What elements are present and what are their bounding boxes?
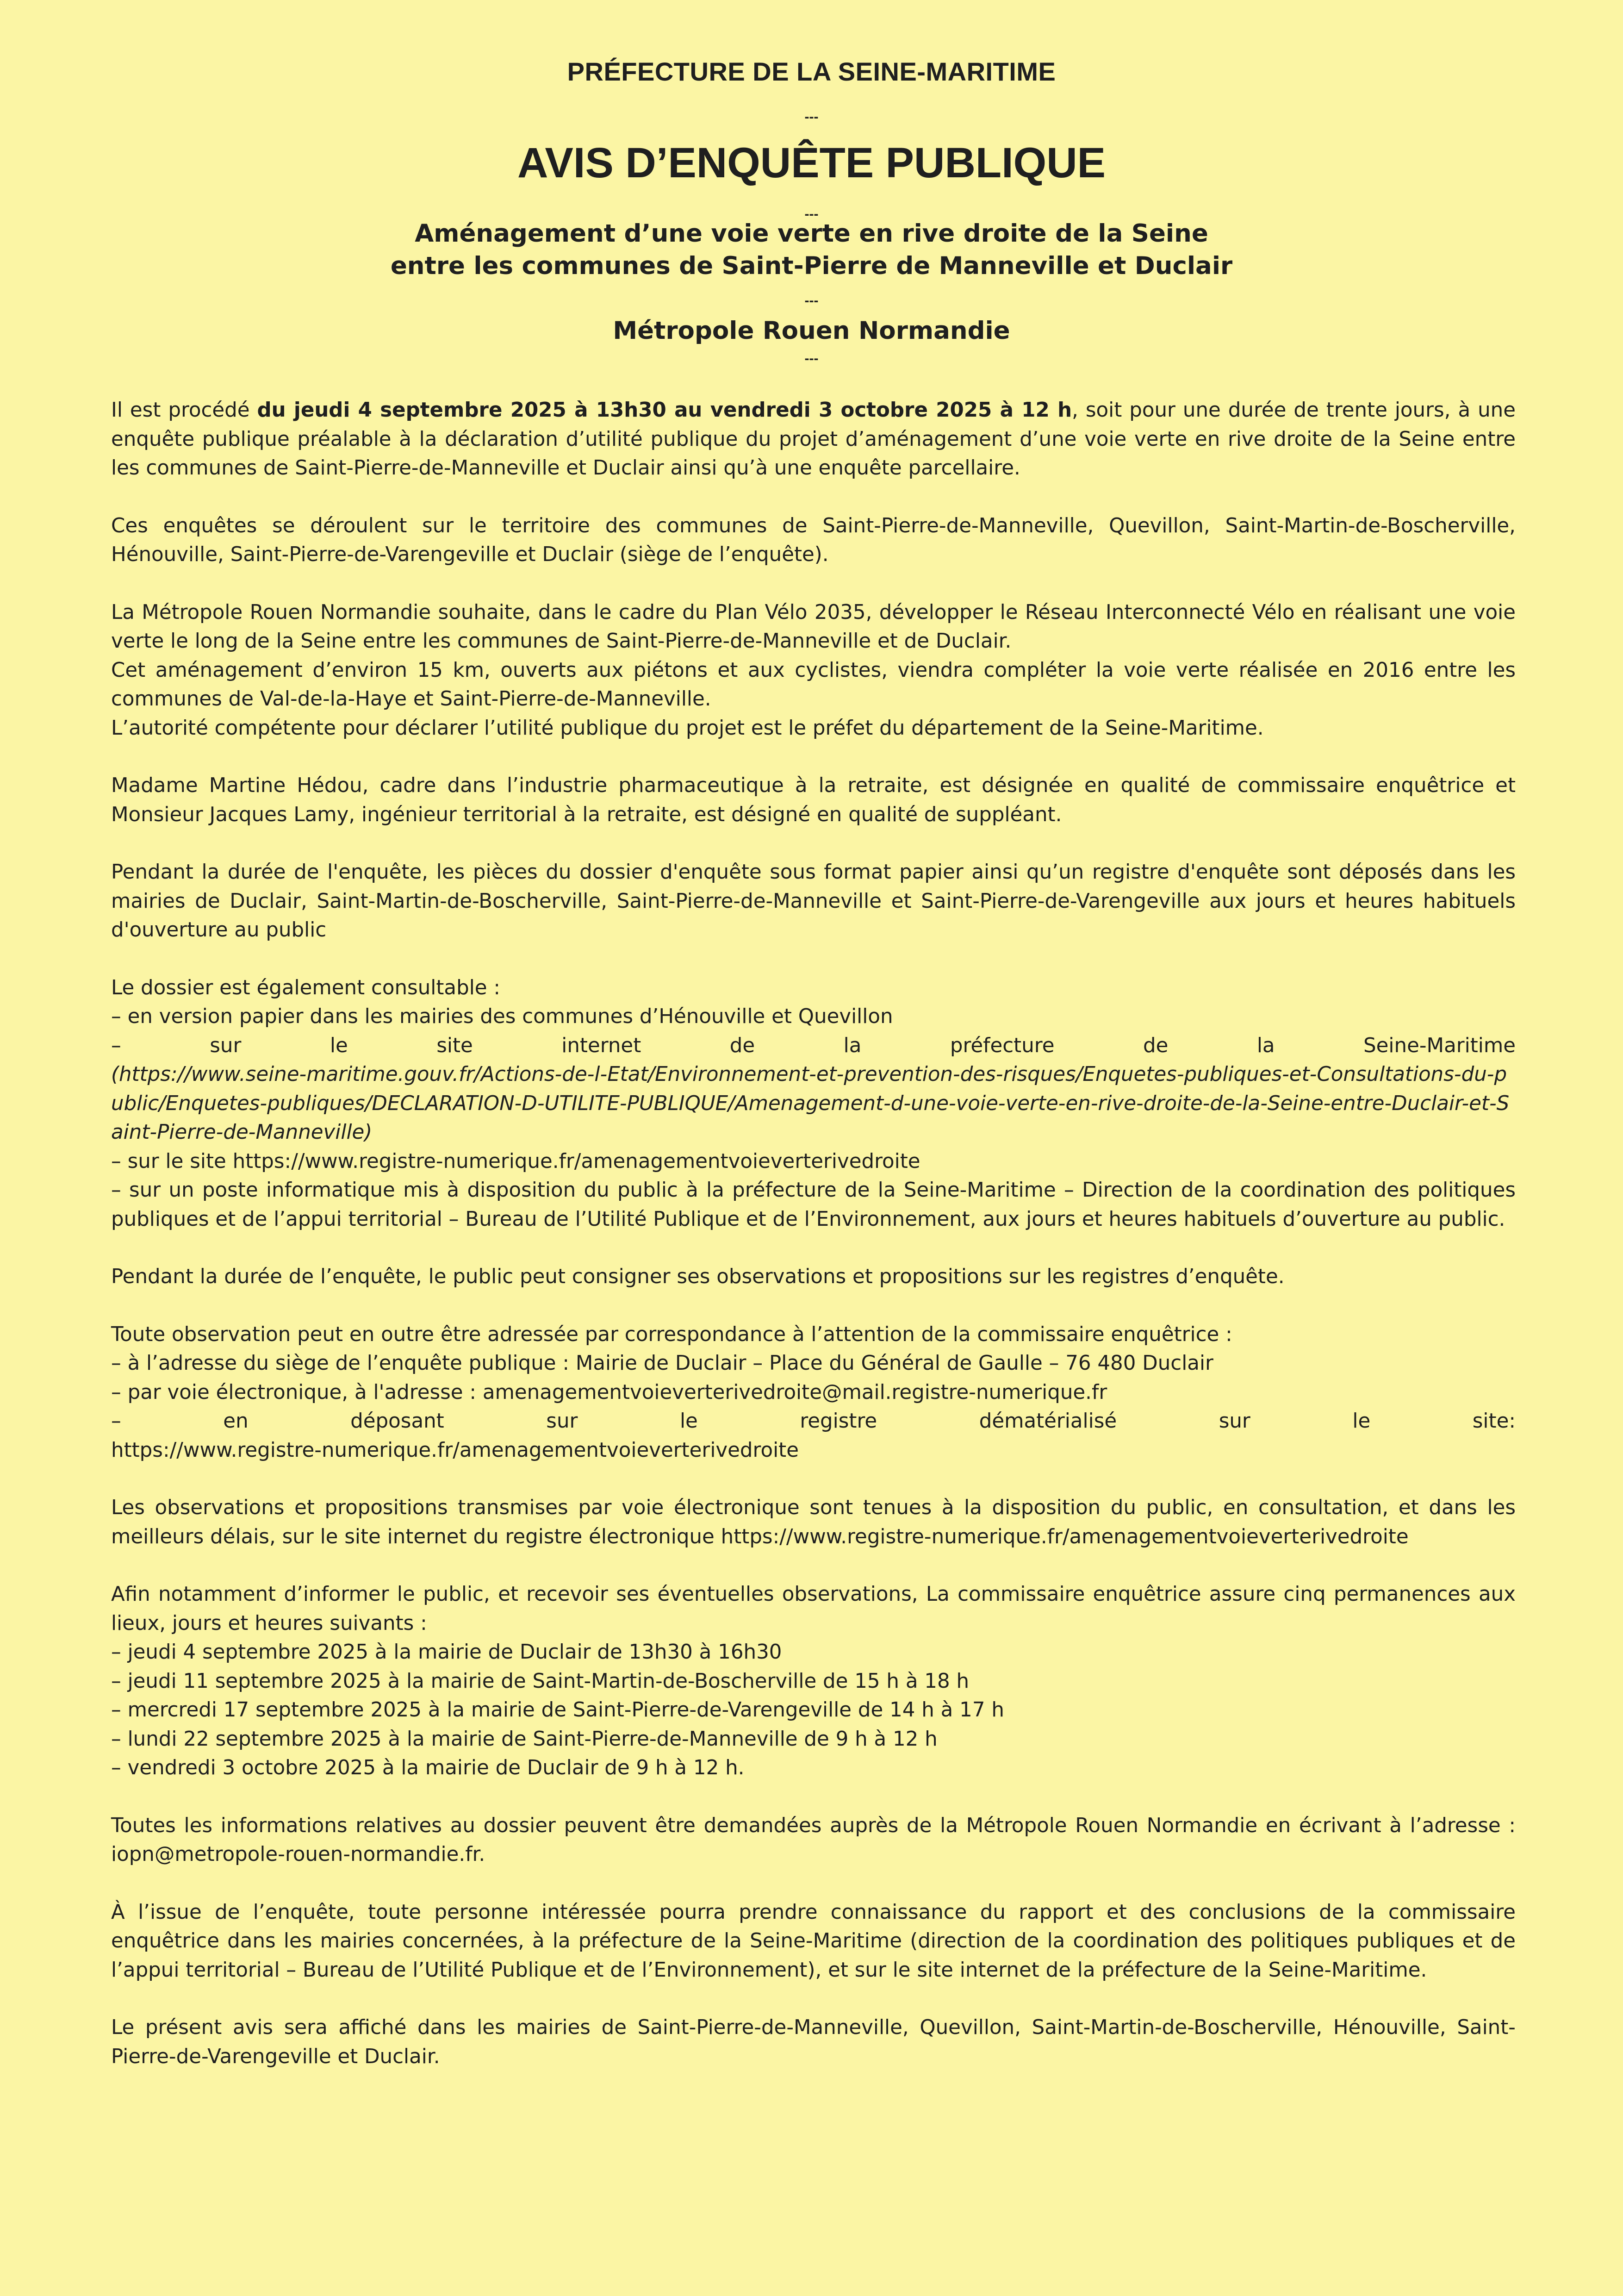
project-length: Cet aménagement d’environ 15 km, ouverts aux piétons et aux cyclistes, viendra compléter la voie verte réalisée en 2016 entre les communes de Val-de-la-Haye et Saint-Pierre-de-Manneville. <box>111 658 1516 711</box>
paragraph-commissioner: Madame Martine Hédou, cadre dans l’industrie pharmaceutique à la retraite, est désignée en qualité de commissaire enquêtrice et Monsieur Jacques Lamy, ingénieur territorial à la retraite, est désigné en qualité de suppléant. <box>111 774 1516 826</box>
paragraph-registers: Pendant la durée de l’enquête, le public peut consigner ses observations et propositions sur les registres d’enquête. <box>111 1265 1285 1288</box>
consultation-item-paper: – en version papier dans les mairies des communes d’Hénouville et Quevillon <box>111 1005 893 1028</box>
paragraph-dossier-deposit: Pendant la durée de l'enquête, les pièces du dossier d'enquête sous format papier ainsi qu’un registre d'enquête sont déposés dans les mairies de Duclair, Saint-Martin-de-Boscherville, Saint-Pierre-de-Manneville et Saint-Pierre-de-Varengeville aux jours et heures habituels d'ouverture au public <box>111 861 1516 942</box>
notice-title: AVIS D’ENQUÊTE PUBLIQUE <box>517 139 1106 187</box>
notice-body <box>111 396 1516 2071</box>
paragraph-permanences <box>111 1580 1516 1783</box>
competent-authority: L’autorité compétente pour déclarer l’utilité publique du projet est le préfet du département de la Seine-Maritime. <box>111 716 1264 740</box>
enquiry-period: du jeudi 4 septembre 2025 à 13h30 au vendredi 3 octobre 2025 à 12 h <box>257 399 1072 422</box>
permanence-item: – jeudi 4 septembre 2025 à la mairie de Duclair de 13h30 à 16h30 <box>111 1641 782 1664</box>
paragraph-correspondence <box>111 1320 1516 1465</box>
dates-description: , soit pour une durée de trente jours, à une enquête publique préalable à la déclaration d’utilité publique du projet d’aménagement d’une voie verte en rive droite de la Seine entre les communes de Saint-Pierre-de-Manneville et Duclair ainsi qu’à une enquête parcellaire. <box>111 399 1516 480</box>
correspondence-item-email: – par voie électronique, à l'adresse : amenagementvoieverterivedroite@mail.registre-numerique.fr <box>111 1380 1107 1404</box>
correspondence-intro: Toute observation peut en outre être adressée par correspondance à l’attention de la commissaire enquêtrice : <box>111 1323 1232 1346</box>
paragraph-electronic-observations: Les observations et propositions transmises par voie électronique sont tenues à la disposition du public, en consultation, et dans les meilleurs délais, sur le site internet du registre électronique https://www.registre-numerique.fr/amenagementvoieverterivedroite <box>111 1496 1516 1548</box>
project-subject-line2: entre les communes de Saint-Pierre de Manneville et Duclair <box>390 252 1233 280</box>
permanence-item: – lundi 22 septembre 2025 à la mairie de Saint-Pierre-de-Manneville de 9 h à 12 h <box>111 1727 938 1751</box>
separator: --- <box>804 293 819 308</box>
project-subject-line1: Aménagement d’une voie verte en rive droite de la Seine <box>415 219 1208 248</box>
correspondence-item-postal: – à l’adresse du siège de l’enquête publique : Mairie de Duclair – Place du Général de Gaulle – 76 480 Duclair <box>111 1352 1213 1375</box>
paragraph-information: Toutes les informations relatives au dossier peuvent être demandées auprès de la Métropole Rouen Normandie en écrivant à l’adresse : iopn@metropole-rouen-normandie.fr. <box>111 1814 1516 1866</box>
consultation-item-prefecture-site: – sur le site internet de la préfecture de la Seine-Maritime <box>111 1034 1516 1057</box>
separator: --- <box>804 206 819 222</box>
paragraph-dates <box>111 396 1516 483</box>
permanence-item: – jeudi 11 septembre 2025 à la mairie de Saint-Martin-de-Boscherville de 15 h à 18 h <box>111 1669 970 1693</box>
paragraph-communes: Ces enquêtes se déroulent sur le territoire des communes de Saint-Pierre-de-Manneville, Quevillon, Saint-Martin-de-Boscherville, Hénouville, Saint-Pierre-de-Varengeville et Duclair (siège de l’enquête). <box>111 514 1516 566</box>
prefecture-url-link[interactable]: (https://www.seine-maritime.gouv.fr/Actions-de-l-Etat/Environnement-et-prevention-des-risques/Enquetes-publiques-et-Consultations-du-public/Enquetes-publiques/DECLARATION-D-UTILITE-PUBLIQUE/Amenagement-d-une-voie-verte-en-rive-droite-de-la-Seine-entre-Duclair-et-Saint-Pierre-de-Manneville) <box>111 1063 1510 1144</box>
paragraph-display: Le présent avis sera affiché dans les mairies de Saint-Pierre-de-Manneville, Quevillon, Saint-Martin-de-Boscherville, Hénouville, Saint-Pierre-de-Varengeville et Duclair. <box>111 2016 1516 2068</box>
prefecture-heading: PRÉFECTURE DE LA SEINE-MARITIME <box>567 57 1056 86</box>
dates-intro: Il est procédé <box>111 399 257 422</box>
consultation-item-computer: – sur un poste informatique mis à disposition du public à la préfecture de la Seine-Maritime – Direction de la coordination des politiques publiques et de l’appui territorial – Bureau de l’Utilité Publique et de l’Environnement, aux jours et heures habituels d’ouverture au public. <box>111 1179 1516 1231</box>
correspondence-item-registre: – en déposant sur le registre dématérialisé sur le site: <box>111 1410 1516 1433</box>
separator: --- <box>804 109 819 125</box>
consultation-intro: Le dossier est également consultable : <box>111 976 501 999</box>
paragraph-consultation <box>111 973 1516 1234</box>
consultation-item-registre-site: – sur le site https://www.registre-numerique.fr/amenagementvoieverterivedroite <box>111 1149 920 1173</box>
authority-name: Métropole Rouen Normandie <box>613 317 1010 345</box>
registre-url-link[interactable]: https://www.registre-numerique.fr/amenagementvoieverterivedroite <box>111 1438 799 1462</box>
paragraph-project <box>111 598 1516 743</box>
separator: --- <box>804 351 819 366</box>
paragraph-report: À l’issue de l’enquête, toute personne intéressée pourra prendre connaissance du rapport et des conclusions de la commissaire enquêtrice dans les mairies concernées, à la préfecture de la Seine-Maritime (direction de la coordination des politiques publiques et de l’appui territorial – Bureau de l’Utilité Publique et de l’Environnement), et sur le site internet de la préfecture de la Seine-Maritime. <box>111 1900 1516 1982</box>
permanence-item: – mercredi 17 septembre 2025 à la mairie de Saint-Pierre-de-Varengeville de 14 h à 17 h <box>111 1698 1004 1722</box>
permanences-intro: Afin notamment d’informer le public, et recevoir ses éventuelles observations, La commissaire enquêtrice assure cinq permanences aux lieux, jours et heures suivants : <box>111 1583 1516 1635</box>
permanence-item: – vendredi 3 octobre 2025 à la mairie de Duclair de 9 h à 12 h. <box>111 1756 745 1779</box>
project-description: La Métropole Rouen Normandie souhaite, dans le cadre du Plan Vélo 2035, développer le Réseau Interconnecté Vélo en réalisant une voie verte le long de la Seine entre les communes de Saint-Pierre-de-Manneville et de Duclair. <box>111 600 1516 653</box>
